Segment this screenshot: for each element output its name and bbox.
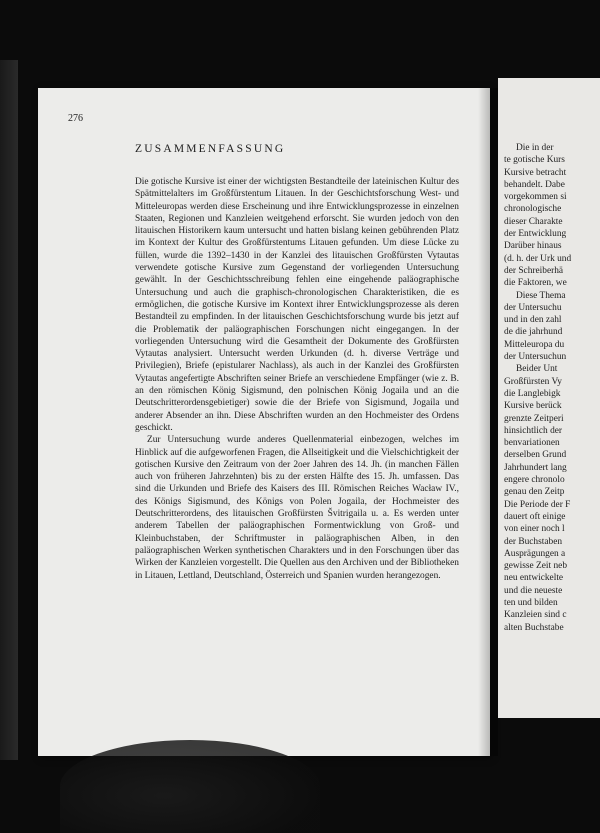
right-page-line: die Langlebigk bbox=[504, 388, 561, 399]
right-page-line: der Schreiberhä bbox=[504, 265, 564, 276]
right-page bbox=[498, 78, 600, 718]
right-page-line: der Entwicklung bbox=[504, 229, 567, 240]
right-page-line: neu entwickelte bbox=[504, 573, 564, 584]
right-page-line: und die neueste bbox=[504, 585, 563, 596]
right-page-line: de die jahrhund bbox=[504, 327, 563, 338]
right-page-line: derselben Grund bbox=[504, 450, 567, 461]
right-page-line: Ausprägungen a bbox=[504, 548, 566, 559]
summary-body bbox=[135, 176, 459, 582]
right-page-line: hinsichtlich der bbox=[504, 425, 563, 436]
right-page-line: der Buchstaben bbox=[504, 536, 563, 547]
right-page-line: Mitteleuropa du bbox=[504, 339, 565, 350]
paragraph-1: Die gotische Kursive ist einer der wichtigsten Bestandteile der lateinischen Kultur des Spätmittelalters im Großfürstentum Litauen. In der Geschichtsforschung West- und Mitteleuropas werden diese Erscheinung und ihre Entwicklungsprozesse in einzelnen Staaten, Regionen und Kanzleien weitgehend erforscht. Sie wurden jedoch von den litauischen Historikern kaum untersucht und hatten bislang keinen gebührenden Platz im Kontext der Kultur des Großfürstentums Litauen gefunden. Um diese Lücke zu füllen, wurde die 1392–1430 in der Kanzlei des litauischen Großfürsten Vytautas verwendete gotische Kursive zum Gegenstand der vorliegenden Untersuchung gewählt. In der Geschichtsschreibung fehlen eine eingehende paläographische Untersuchung und auch die graphisch-chronologischen Charakteristiken, die es ermöglichen, die gotische Kursive im Kontext ihrer Entwicklungsprozesse als deren Bestandteil zu empfinden. In der litauischen Geschichtsforschung wurde bis jetzt auf die Problematik der paläographischen Forschungen nicht eingegangen. In der vorliegenden Untersuchung wird die Gesamtheit der Dokumente des Großfürsten Vytautas analysiert. Untersucht werden Urkunden (d. h. diverse Verträge und Privilegien), Briefe (epistularer Nachlass), als auch in der Kanzlei des Großfürsten Vytautas angefertigte Abschriften seiner Briefe an verschiedene Empfänger (wie z. B. an den römischen König Sigismund, den polnischen König Jogaila und an die Deutschritterordensgebietiger) sowie die der Briefe von Sigismund, Jogaila und anderer Absender an ihn. Diese Abschriften wurden an den Hochmeister des Ordens geschickt. bbox=[135, 177, 459, 433]
book-gutter bbox=[478, 88, 498, 756]
right-page-text bbox=[504, 142, 600, 634]
right-page-line: chronologische bbox=[504, 204, 562, 215]
paragraph-2: Zur Untersuchung wurde anderes Quellenmaterial einbezogen, welches im Hinblick auf die aufgeworfenen Fragen, die Allseitigkeit und die Vielschichtigkeit der gotischen Kursive den Zeitraum von der 2oer Jahren des 14. Jh. (in manchen Fällen auch von früheren Jahrzehnten) bis zu der ersten Hälfte des 15. Jh. umfassen. Das sind die Urkunden und Briefe des Kaisers des III. Römischen Reiches Wacław IV., des Königs Sigismund, des Königs von Polen Jogaila, der Hochmeister des Deutschritterordens, des litauischen Großfürsten Švitrigaila u. a. Es werden unter anderem Tabellen der paläographischen Formentwicklung von Groß- und Kleinbuchstaben, der Schriftmuster in paläographischen Alben, in den paläographischen Werken synthetischen Charakters und in den Forschungen über das Wirken der Kanzleien vorgestellt. Die Quellen aus den Archiven und der Bibliotheken in Litauen, Lettland, Deutschland, Österreich und Spanien wurden herangezogen. bbox=[135, 435, 459, 581]
right-page-line: ten und bilden bbox=[504, 597, 558, 608]
right-page-line: dieser Charakte bbox=[504, 216, 563, 227]
right-page-line: Die Periode der F bbox=[504, 499, 571, 510]
right-page-line: te gotische Kurs bbox=[504, 155, 565, 166]
right-page-line: Darüber hinaus bbox=[504, 241, 562, 252]
right-page-line: Kursive berück bbox=[504, 401, 562, 412]
right-page-line: Jahrhundert lang bbox=[504, 462, 567, 473]
right-page-line: Die in der bbox=[516, 143, 554, 153]
right-page-line: benvariationen bbox=[504, 438, 560, 449]
right-page-line: Kanzleien sind c bbox=[504, 610, 567, 621]
right-page-line: (d. h. der Urk und bbox=[504, 253, 572, 264]
section-heading: ZUSAMMENFASSUNG bbox=[135, 143, 286, 155]
right-page-line: von einer noch l bbox=[504, 524, 565, 535]
right-page-line: und in den zahl bbox=[504, 315, 562, 326]
right-page-line: Beider Unt bbox=[516, 364, 558, 375]
right-page-line: Großfürsten Vy bbox=[504, 376, 562, 387]
right-page-line: der Untersuchun bbox=[504, 352, 567, 363]
right-page-line: Diese Thema bbox=[516, 290, 566, 301]
right-page-line: die Faktoren, we bbox=[504, 278, 567, 289]
right-page-line: engere chronolo bbox=[504, 475, 565, 486]
page-number: 276 bbox=[68, 113, 83, 124]
right-page-line: der Untersuchu bbox=[504, 302, 562, 313]
right-page-line: grenzte Zeitperi bbox=[504, 413, 564, 424]
right-page-line: genau den Zeitp bbox=[504, 487, 565, 498]
book-edge bbox=[0, 60, 18, 760]
right-page-line: dauert oft einige bbox=[504, 511, 566, 522]
right-page-line: Kursive betracht bbox=[504, 167, 567, 178]
right-page-line: behandelt. Dabe bbox=[504, 179, 565, 190]
thumb-shadow bbox=[60, 740, 320, 833]
right-page-line: vorgekommen si bbox=[504, 192, 567, 203]
right-page-line: gewisse Zeit neb bbox=[504, 561, 568, 572]
right-page-line: alten Buchstabe bbox=[504, 622, 564, 633]
